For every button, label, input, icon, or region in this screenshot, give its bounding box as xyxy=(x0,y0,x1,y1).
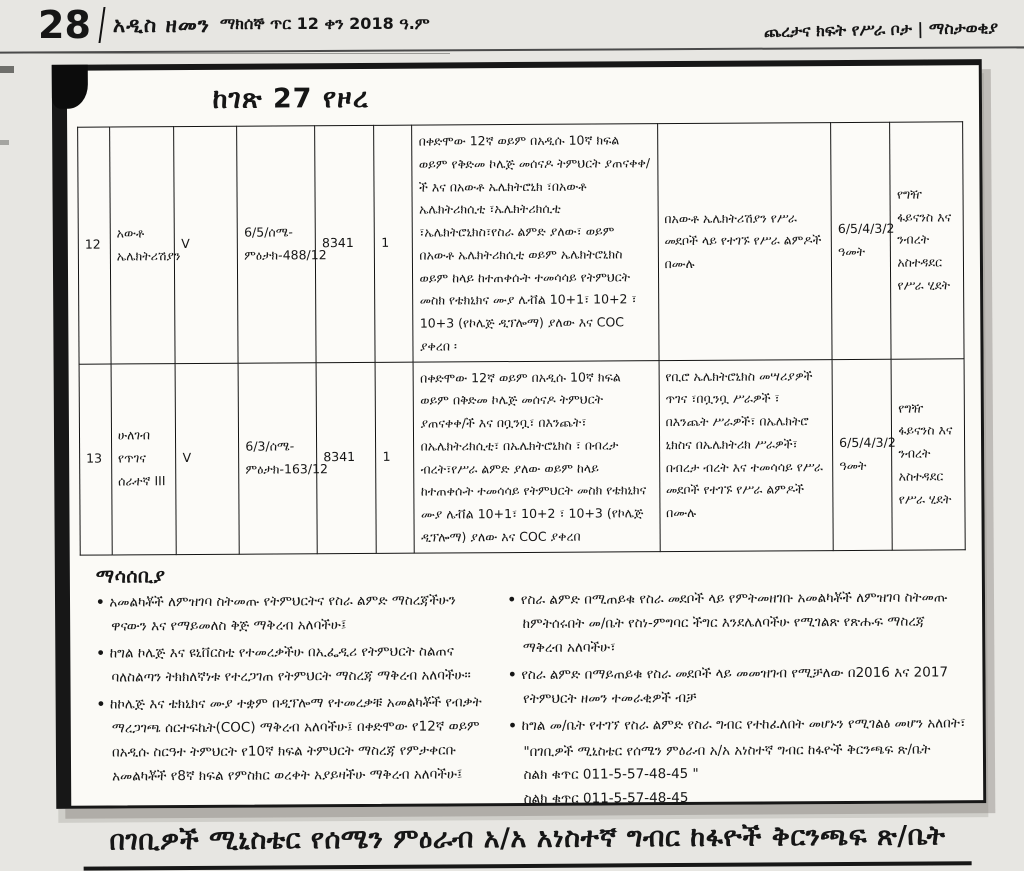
cell-salary: 8341 xyxy=(316,362,376,553)
cell-experience-requirement: በአውቶ ኤሌክትሪሽያን የሥራ መደቦች ላይ የተገኙ የሥራ ልምዶች በሙሉ xyxy=(657,123,832,361)
page-number: 28 xyxy=(38,3,91,47)
cell-education-requirement: በቀድሞው 12ኛ ወይም በአዲሱ 10ኛ ክፍል ወይም በቅድመ ኮሌጅ መሰናዶ ትምህርት ያጠናቀቀ/ች እና በቧንቧ፣ በእንጨት፣ በኤሌክትሪክሲቲ፣ በኤሌክትሮኒክስ ፣ በብረታ ብረት፣የሥራ ልምድ ያለው ወይም ከላይ ከተጠቀሱት ተመሳሳይ የትምህርት መስክ የቴክኒክና ሙያ ሌቭል 10+1፣ 10+2 ፣ 10+3 (የኮሌጅ ዲፕሎማ) ያለው እና COC ያቀረበ xyxy=(414,360,660,552)
table-row xyxy=(79,358,965,554)
vacancy-table xyxy=(77,121,966,555)
cell-experience-requirement: የቢሮ ኤሌክትሮኒክስ መሣሪያዎች ጥገና ፣በቧንቧ ሥራዎች ፣ በእንጨት ሥራዎች፣ በኤሌክትሮ ኒክስና በኤሌክትሪክ ሥራዎች፣ በብረታ ብረት እና ተመሳሳይ የሥራ መደቦች የተገኙ የሥራ ልምዶች በሙሉ xyxy=(659,359,834,551)
cell-code: 6/5/ሰሜ-ምዕታክ-488/12 xyxy=(237,126,316,363)
cell-education-requirement: በቀድሞው 12ኛ ወይም በአዲሱ 10ኛ ክፍል ወይም የቅድመ ኮሌጅ መሰናዶ ትምህርት ያጠናቀቀ/ች እና በአውቶ ኤሌክትሮኒክ ፣በአውቶ ኤሌክትሪክሲቲ ፣ኤሌክትሪክሲቲ ፣ኤሌክትሮኒክስ፣የስራ ልምድ ያለው፣ ወይም በአውቶ ኤሌክትሪክሲቲ ወይም ኤሌክትሮኒክስ ወይም ከላይ ከተጠቀሱት ተመሳሳይ የትምህርት መስክ የቴክኒክና ሙያ ሌቭል 10+1፣ 10+2 ፣ 10+3 (የኮሌጅ ዲፕሎማ) ያለው እና COC ያቀረበ ፡ xyxy=(412,124,659,362)
cell-grade: V xyxy=(176,363,240,554)
scan-artifact xyxy=(52,65,88,109)
notes-title: ማሳሰቢያ xyxy=(95,564,166,588)
notes-columns xyxy=(96,585,967,814)
note-item: • ከኮሌጅ እና ቴክኒክና ሙያ ተቋም በዲፕሎማ የተመረቃቹ አመልካቾች የብቃት ማረጋገጫ ሰርተፍኬት(COC) ማቅረብ አለባችሁ፤ በቀድሞው የ12ኛ ወይም በአዲሱ ስርዓተ ትምህርት የ10ኛ ክፍል ትምህርት ማስረጃ የምታቀርቡ አመልካቾች የ8ኛ ክፍል የምስክር ወረቀት አያይዛችሁ ማቅረብ አለባችሁ፤ xyxy=(97,690,489,788)
table-row xyxy=(78,122,964,364)
cell-code: 6/3/ሰሜ-ምዕታክ-163/12 xyxy=(238,362,317,553)
note-item: • አመልካቾች ለምዝገባ ስትመጡ የትምህርትና የስራ ልምድ ማስረጃችሁን ዋናውን እና የማይመለስ ቅጅ ማቅረብ አለባችሁ፤ xyxy=(96,588,488,638)
masthead xyxy=(38,3,999,47)
cell-grade: V xyxy=(174,126,238,363)
notes-left-list xyxy=(96,588,489,789)
cell-vacancies: 1 xyxy=(375,362,414,553)
note-item: • ከግል ኮሌጅ እና ዩኒቨርስቲ የተመረቃችሁ በኢፌዲሪ የትምህርት ስልጠና ባለስልጣን ትክክለኛነቱ የተረጋገጠ የትምህርት ማስረጃ ማቅረብ አለባችሁ። xyxy=(96,639,488,689)
contact-block xyxy=(508,738,967,812)
issue-date: ማክሰኞ ጥር 12 ቀን 2018 ዓ.ም xyxy=(219,14,430,33)
note-item: • ከግል መ/ቤት የተገኘ የስራ ልምድ የስራ ግብር የተከፈለበት መሆኑን የሚገልፅ መሆን አለበት፣ xyxy=(508,711,967,738)
cell-vacancies: 1 xyxy=(374,125,413,362)
scan-artifact xyxy=(0,140,9,145)
contact-office-line: "በገቢዎች ሚኒስቴር የሰሜን ምዕራብ አ/አ አነስተኛ ግብር ከፋዮች ቅርንጫፍ ጽ/ቤት xyxy=(523,741,931,760)
cell-experience-years: 6/5/4/3/2 ዓመት xyxy=(831,122,892,359)
cell-row-no: 12 xyxy=(78,127,111,364)
scan-artifact xyxy=(0,66,14,73)
cell-salary: 8341 xyxy=(315,125,376,362)
cell-experience-years: 6/5/4/3/2 ዓመት xyxy=(832,359,892,550)
cell-work-unit: የግዥ ፋይናንስ እና ንብረት አስተዳደር የሥራ ሂደት xyxy=(890,122,964,359)
announcement-sheet xyxy=(52,59,987,857)
masthead-rule-secondary xyxy=(30,53,450,54)
notes-right-list xyxy=(507,585,966,738)
notes-section xyxy=(80,560,968,814)
cell-work-unit: የግዥ ፋይናንስ እና ንብረት አስተዳደር የሥራ ሂደት xyxy=(891,358,965,549)
newspaper-name: አዲስ ዘመን xyxy=(112,12,210,37)
notes-left-column xyxy=(96,588,489,814)
note-item: • የስራ ልምድ በማይጠይቁ የስራ መደቦች ላይ መመዝገብ የሚቻለው በ2016 እና 2017 የትምህርት ዘመን ተመራቂዎች ብቻ xyxy=(508,660,967,711)
contact-phone-line: ስልክ ቁጥር 011-5-57-48-45 xyxy=(523,789,689,807)
section-title: ጨረታና ክፍት የሥራ ቦታ | ማስታወቂያ xyxy=(763,17,999,42)
cell-position: አውቶ ኤሌክትሪሽያን xyxy=(109,127,175,364)
cell-row-no: 13 xyxy=(79,363,112,554)
issuing-office-footer: በገቢዎች ሚኒስቴር የሰሜን ምዕራብ አ/አ አነስተኛ ግብር ከፋዮች ቅርንጫፍ ጽ/ቤት xyxy=(83,821,971,871)
contact-phone-line: ስልክ ቁጥር 011-5-57-48-45 " xyxy=(523,766,699,784)
masthead-left xyxy=(38,3,430,47)
continued-from-title: ከገጽ 27 የዞረ xyxy=(212,82,369,115)
masthead-divider xyxy=(98,7,105,43)
note-item: • የስራ ልምድ በሚጠይቁ የስራ መደቦች ላይ የምትመዘገቡ አመልካቾች ለምዝገባ ስትመጡ ከምትሰሩበት መ/ቤት የስነ-ምግባር ችግር እንደሌለባችሁ የሚገልጽ የጽሑፍ ማስረጃ ማቅረብ አለባችሁ፣ xyxy=(507,585,966,660)
cell-position: ሁለገብ የጥገና ሰራተኛ III xyxy=(111,363,177,554)
notes-right-column xyxy=(507,585,967,812)
